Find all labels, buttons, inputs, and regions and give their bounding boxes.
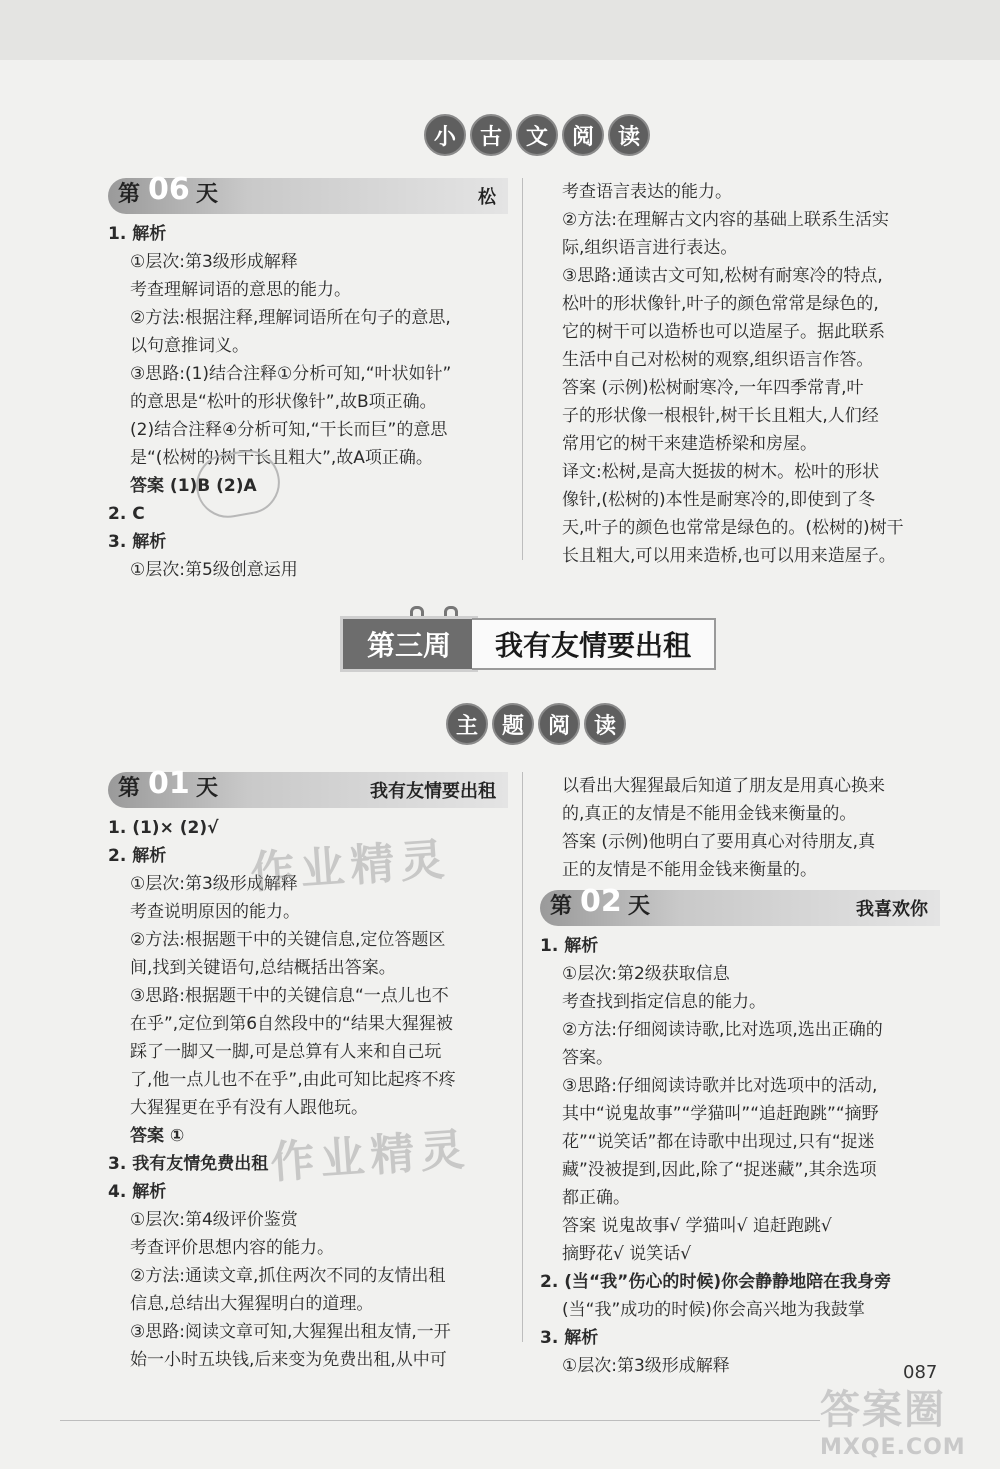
text-line: 考查理解词语的意思的能力。 (130, 280, 351, 300)
heading-char: 古 (470, 114, 512, 156)
bottom-rule (60, 1420, 820, 1421)
heading-char: 阅 (538, 703, 580, 745)
text-line: ①层次:第5级创意运用 (130, 560, 298, 580)
text-line: ②方法:根据题干中的关键信息,定位答题区 (130, 930, 446, 950)
item-heading: 1. (1)× (2)√ (108, 818, 219, 838)
answer-line: 答案 说鬼故事√ 学猫叫√ 追赶跑跳√ (562, 1216, 832, 1236)
day-title: 我喜欢你 (856, 899, 928, 920)
week-banner (340, 612, 718, 670)
translation-line: 像针,(松树的)本性是耐寒冷的,即使到了冬 (562, 490, 876, 510)
day-title: 我有友情要出租 (370, 781, 496, 802)
text-line: ③思路:根据题干中的关键信息“一点儿也不 (130, 986, 449, 1006)
section-heading-classical-reading (424, 114, 650, 156)
heading-char: 小 (424, 114, 466, 156)
text-line: 间,找到关键语句,总结概括出答案。 (130, 958, 396, 978)
day-header-02 (540, 884, 940, 926)
day-number: 06 (148, 172, 190, 207)
text-line: ①层次:第3级形成解释 (130, 874, 298, 894)
text-line: 考查语言表达的能力。 (562, 182, 732, 202)
text-line: 藏”没被提到,因此,除了“捉迷藏”,其余选项 (562, 1160, 877, 1180)
text-line: 考查找到指定信息的能力。 (562, 992, 766, 1012)
faded-watermark: 作业精灵 (248, 834, 452, 899)
watermark-logo-text: 答案圈 (820, 1387, 946, 1433)
answer-line: 答案 (示例)松树耐寒冷,一年四季常青,叶 (562, 378, 864, 398)
text-line: 都正确。 (562, 1188, 630, 1208)
day-number: 01 (148, 766, 190, 801)
text-line: 答案。 (562, 1048, 613, 1068)
answer-line: 答案 ① (130, 1126, 185, 1146)
week-title: 我有友情要出租 (472, 618, 716, 670)
text-line: 际,组织语言进行表达。 (562, 238, 738, 258)
text-line: ③思路:通读古文可知,松树有耐寒冷的特点, (562, 266, 883, 286)
text-line: 花”“说笑话”都在诗歌中出现过,只有“捉迷 (562, 1132, 875, 1152)
text-line: 以看出大猩猩最后知道了朋友是用真心换来 (562, 776, 885, 796)
column-divider (522, 178, 523, 560)
day-prefix: 第 (118, 776, 141, 801)
heading-char: 主 (446, 703, 488, 745)
text-line: 在乎”,定位到第6自然段中的“结果大猩猩被 (130, 1014, 453, 1034)
heading-char: 读 (608, 114, 650, 156)
text-line: 了,他一点儿也不在乎”,由此可知比起疼不疼 (130, 1070, 456, 1090)
item-heading: 2. (当“我”伤心的时候)你会静静地陪在我身旁 (540, 1272, 892, 1292)
text-line: 考查说明原因的能力。 (130, 902, 300, 922)
translation-line: 天,叶子的颜色也常常是绿色的。(松树的)树干 (562, 518, 904, 538)
text-line: 以句意推词义。 (130, 336, 249, 356)
translation-line: 长且粗大,可以用来造桥,也可以用来造屋子。 (562, 546, 896, 566)
day-suffix: 天 (196, 776, 219, 801)
day-title: 松 (478, 187, 496, 208)
watermark-url: MXQE.COM (820, 1435, 966, 1460)
item-heading: 3. 解析 (540, 1328, 599, 1348)
text-line: 考查评价思想内容的能力。 (130, 1238, 334, 1258)
column-divider (522, 772, 523, 1342)
text-line: 踩了一脚又一脚,可是总算有人来和自己玩 (130, 1042, 442, 1062)
text-line: ③思路:阅读文章可知,大猩猩出租友情,一开 (130, 1322, 451, 1342)
day-suffix: 天 (628, 894, 651, 919)
heading-char: 题 (492, 703, 534, 745)
answer-line: 答案 (1)B (2)A (130, 476, 257, 496)
text-line: 子的形状像一根根针,树干长且粗大,人们经 (562, 406, 879, 426)
heading-char: 阅 (562, 114, 604, 156)
text-line: 大猩猩更在乎有没有人跟他玩。 (130, 1098, 368, 1118)
item-heading: 3. 我有友情免费出租 (108, 1154, 269, 1174)
item-heading: 2. C (108, 504, 145, 524)
text-line: (2)结合注释④分析可知,“干长而巨”的意思 (130, 420, 448, 440)
day-prefix: 第 (118, 182, 141, 207)
text-line: ②方法:仔细阅读诗歌,比对选项,选出正确的 (562, 1020, 883, 1040)
text-line: 始一小时五块钱,后来变为免费出租,从中可 (130, 1350, 447, 1370)
item-heading: 2. 解析 (108, 846, 167, 866)
text-line: 的意思是“松叶的形状像针”,故B项正确。 (130, 392, 437, 412)
top-shadow-band (0, 0, 1000, 60)
text-line: ①层次:第4级评价鉴赏 (130, 1210, 298, 1230)
text-line: 松叶的形状像针,叶子的颜色常常是绿色的, (562, 294, 879, 314)
site-watermark (820, 1378, 990, 1464)
right-column-top (540, 178, 940, 570)
item-heading: 1. 解析 (108, 224, 167, 244)
text-line: ②方法:通读文章,抓住两次不同的友情出租 (130, 1266, 446, 1286)
day-prefix: 第 (550, 894, 573, 919)
page-number: 087 (903, 1362, 938, 1383)
translation-line: 译文:松树,是高大挺拔的树木。松叶的形状 (562, 462, 880, 482)
text-line: ③思路:仔细阅读诗歌并比对选项中的活动, (562, 1076, 878, 1096)
left-column-top (108, 172, 508, 584)
answer-line: 答案 (示例)他明白了要用真心对待朋友,真 (562, 832, 876, 852)
day-number: 02 (580, 884, 622, 919)
day-suffix: 天 (196, 182, 219, 207)
faded-watermark: 作业精灵 (268, 1124, 472, 1189)
text-line: ①层次:第3级形成解释 (130, 252, 298, 272)
text-line: (当“我”成功的时候)你会高兴地为我鼓掌 (562, 1300, 865, 1320)
day-header-01 (108, 766, 508, 808)
item-heading: 1. 解析 (540, 936, 599, 956)
heading-char: 文 (516, 114, 558, 156)
text-line: 其中“说鬼故事”“学猫叫”“追赶跑跳”“摘野 (562, 1104, 879, 1124)
text-line: ②方法:在理解古文内容的基础上联系生活实 (562, 210, 889, 230)
text-line: ③思路:(1)结合注释①分析可知,“叶状如针” (130, 364, 452, 384)
item-heading: 3. 解析 (108, 532, 167, 552)
right-column-bottom (540, 772, 940, 1380)
text-line: 是“(松树的)树干长且粗大”,故A项正确。 (130, 448, 433, 468)
text-line: 的,真正的友情是不能用金钱来衡量的。 (562, 804, 857, 824)
text-line: 正的友情是不能用金钱来衡量的。 (562, 860, 817, 880)
text-line: 常用它的树干来建造桥梁和房屋。 (562, 434, 817, 454)
text-line: 生活中自己对松树的观察,组织语言作答。 (562, 350, 874, 370)
day-header-06 (108, 172, 508, 214)
text-line: ①层次:第2级获取信息 (562, 964, 730, 984)
text-line: 信息,总结出大猩猩明白的道理。 (130, 1294, 374, 1314)
heading-char: 读 (584, 703, 626, 745)
answer-line: 摘野花√ 说笑话√ (562, 1244, 692, 1264)
text-line: 它的树干可以造桥也可以造屋子。据此联系 (562, 322, 885, 342)
text-line: ②方法:根据注释,理解词语所在句子的意思, (130, 308, 451, 328)
week-label: 第三周 (340, 616, 478, 672)
item-heading: 4. 解析 (108, 1182, 167, 1202)
section-heading-theme-reading (446, 703, 626, 745)
text-line: ①层次:第3级形成解释 (562, 1356, 730, 1376)
